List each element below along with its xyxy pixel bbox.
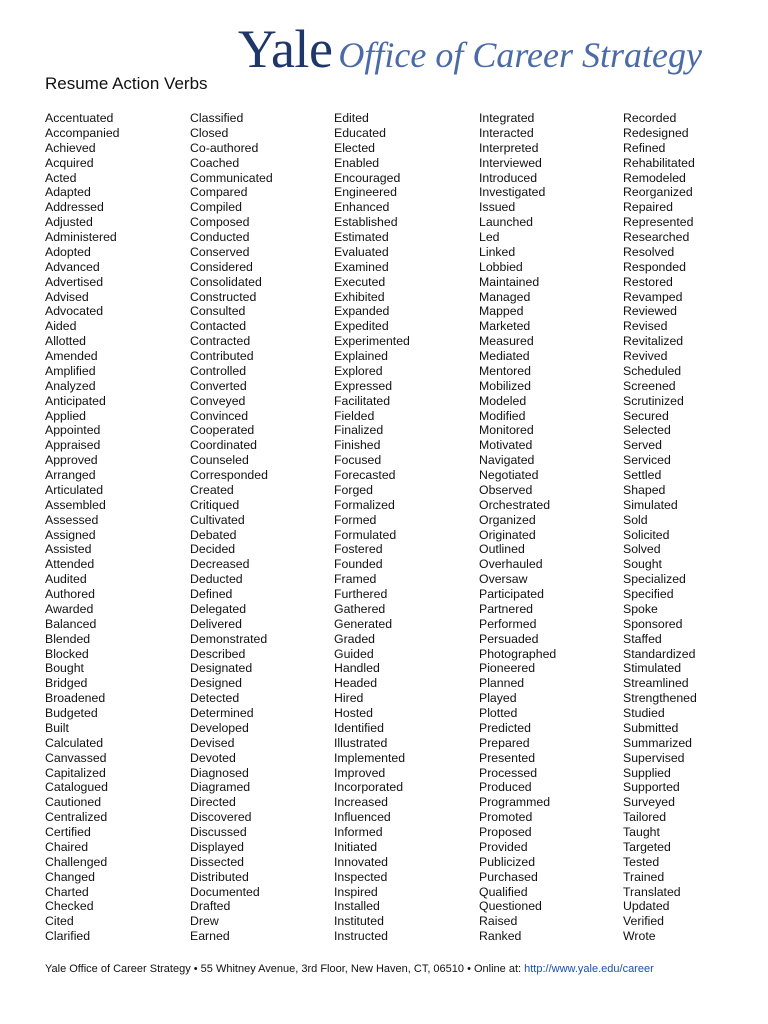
- verb-item: Trained: [623, 869, 665, 884]
- verb-item: Programmed: [479, 795, 551, 810]
- verb-item: Forecasted: [334, 468, 396, 482]
- verb-item: Resolved: [623, 244, 675, 259]
- verb-item: Linked: [479, 244, 516, 259]
- verb-item: Revitalized: [623, 334, 684, 349]
- verb-item: Processed: [479, 765, 538, 780]
- verb-item: Balanced: [45, 616, 97, 631]
- verb-item: Advocated: [45, 304, 104, 319]
- verb-item: Secured: [623, 408, 669, 423]
- verb-item: Supported: [623, 780, 680, 795]
- verb-item: Achieved: [45, 140, 96, 155]
- verb-item: Detected: [190, 691, 240, 706]
- verb-item: Translated: [623, 884, 681, 899]
- verb-item: Staffed: [623, 631, 662, 646]
- verb-item: Fostered: [334, 542, 383, 557]
- verb-item: Assembled: [45, 497, 106, 512]
- footer: [45, 963, 654, 975]
- verb-item: Expressed: [334, 378, 393, 393]
- verb-item: Persuaded: [479, 631, 539, 646]
- verb-item: Targeted: [623, 839, 671, 854]
- verb-item: Questioned: [479, 899, 542, 914]
- verb-item: Contributed: [190, 349, 254, 363]
- verb-item: Engineered: [334, 185, 397, 200]
- verb-item: Measured: [479, 334, 534, 349]
- verb-item: Audited: [45, 572, 87, 587]
- verb-item: Handled: [334, 661, 380, 676]
- verb-item: Improved: [334, 765, 386, 780]
- verb-item: Awarded: [45, 601, 94, 616]
- verb-item: Drew: [190, 914, 219, 929]
- verb-item: Assisted: [45, 542, 92, 557]
- verb-item: Delegated: [190, 601, 247, 616]
- verb-item: Acted: [45, 170, 77, 185]
- verb-item: Pioneered: [479, 661, 536, 676]
- verb-item: Contacted: [190, 319, 247, 334]
- verb-item: Enhanced: [334, 200, 390, 215]
- verb-item: Verified: [623, 914, 665, 929]
- verb-item: Navigated: [479, 453, 535, 468]
- verb-item: Hired: [334, 691, 364, 706]
- verb-item: Mediated: [479, 349, 530, 363]
- verb-item: Sponsored: [623, 616, 683, 631]
- verb-item: Promoted: [479, 810, 533, 825]
- verb-item: Streamlined: [623, 676, 689, 691]
- verb-item: Wrote: [623, 929, 656, 944]
- verb-item: Explained: [334, 349, 389, 363]
- verb-item: Analyzed: [45, 378, 96, 393]
- verb-item: Corresponded: [190, 468, 268, 482]
- verb-item: Mentored: [479, 363, 531, 378]
- verb-item: Motivated: [479, 438, 533, 453]
- verb-item: Constructed: [190, 289, 257, 304]
- verb-item: Cultivated: [190, 512, 245, 527]
- verb-item: Remodeled: [623, 170, 686, 185]
- verb-item: Specialized: [623, 572, 686, 587]
- verb-item: Contracted: [190, 334, 251, 349]
- verb-item: Appointed: [45, 423, 101, 438]
- verb-item: Created: [190, 482, 234, 497]
- verb-item: Orchestrated: [479, 497, 551, 512]
- verb-item: Repaired: [623, 200, 673, 215]
- verb-item: Clarified: [45, 929, 91, 944]
- verb-item: Monitored: [479, 423, 534, 438]
- verb-item: Enabled: [334, 155, 380, 170]
- verb-item: Designated: [190, 661, 253, 676]
- verb-item: Critiqued: [190, 497, 240, 512]
- verb-item: Oversaw: [479, 572, 528, 587]
- verb-item: Diagramed: [190, 780, 251, 795]
- verb-item: Co-authored: [190, 140, 259, 155]
- verb-item: Partnered: [479, 601, 534, 616]
- verb-item: Modeled: [479, 393, 527, 408]
- verb-item: Bridged: [45, 676, 88, 691]
- verb-item: Influenced: [334, 810, 391, 825]
- verb-item: Hosted: [334, 706, 373, 720]
- verb-item: Evaluated: [334, 244, 389, 259]
- verb-item: Researched: [623, 230, 690, 244]
- verb-item: Standardized: [623, 646, 696, 661]
- verb-item: Convinced: [190, 408, 249, 423]
- verb-item: Consulted: [190, 304, 246, 319]
- verb-item: Scrutinized: [623, 393, 684, 408]
- verb-item: Interpreted: [479, 140, 539, 155]
- verb-item: Discovered: [190, 810, 252, 825]
- verb-item: Directed: [190, 795, 236, 810]
- verb-item: Catalogued: [45, 780, 108, 795]
- verb-item: Generated: [334, 616, 393, 631]
- verb-item: Framed: [334, 572, 377, 587]
- verb-item: Responded: [623, 259, 686, 274]
- verb-item: Solicited: [623, 527, 670, 542]
- verb-item: Publicized: [479, 854, 536, 869]
- verb-item: Defined: [190, 587, 233, 601]
- verb-item: Acquired: [45, 155, 94, 170]
- verb-item: Managed: [479, 289, 531, 304]
- verb-item: Graded: [334, 631, 376, 646]
- verb-item: Shaped: [623, 482, 666, 497]
- office-name: Office of Career Strategy: [338, 35, 702, 75]
- verb-item: Forged: [334, 482, 373, 497]
- verb-item: Innovated: [334, 854, 389, 869]
- verb-item: Supervised: [623, 750, 685, 765]
- verb-item: Displayed: [190, 839, 244, 854]
- verb-item: Expanded: [334, 304, 390, 319]
- verb-item: Revamped: [623, 289, 683, 304]
- verb-item: Checked: [45, 899, 94, 914]
- verb-item: Conveyed: [190, 393, 246, 408]
- verb-item: Founded: [334, 557, 383, 572]
- verb-item: Compared: [190, 185, 248, 200]
- verb-item: Allotted: [45, 334, 87, 349]
- verb-item: Considered: [190, 259, 253, 274]
- verb-item: Negotiated: [479, 468, 539, 482]
- verb-item: Budgeted: [45, 706, 98, 720]
- verb-item: Increased: [334, 795, 389, 810]
- verb-item: Tailored: [623, 810, 667, 825]
- verb-item: Distributed: [190, 869, 249, 884]
- verb-item: Outlined: [479, 542, 525, 557]
- verb-item: Updated: [623, 899, 670, 914]
- verb-item: Blocked: [45, 646, 89, 661]
- verb-item: Conserved: [190, 244, 250, 259]
- verb-item: Reviewed: [623, 304, 677, 319]
- verb-item: Facilitated: [334, 393, 391, 408]
- verb-item: Certified: [45, 825, 91, 839]
- verb-item: Amplified: [45, 363, 96, 378]
- verb-item: Redesigned: [623, 125, 689, 140]
- verb-item: Performed: [479, 616, 537, 631]
- verb-item: Led: [479, 230, 500, 244]
- verb-item: Classified: [190, 111, 244, 125]
- verb-item: Planned: [479, 676, 525, 691]
- verb-item: Charted: [45, 884, 89, 899]
- verb-item: Addressed: [45, 200, 104, 215]
- verb-item: Exhibited: [334, 289, 385, 304]
- verb-item: Serviced: [623, 453, 671, 468]
- verb-item: Accompanied: [45, 125, 120, 140]
- verb-item: Accentuated: [45, 111, 114, 125]
- verb-item: Authored: [45, 587, 95, 601]
- verb-item: Executed: [334, 274, 386, 289]
- verb-item: Originated: [479, 527, 536, 542]
- verb-item: Investigated: [479, 185, 546, 200]
- verb-item: Selected: [623, 423, 671, 438]
- verb-item: Mobilized: [479, 378, 531, 393]
- verb-item: Summarized: [623, 735, 693, 750]
- verb-item: Deducted: [190, 572, 243, 587]
- verb-item: Studied: [623, 706, 665, 720]
- verb-item: Revised: [623, 319, 668, 334]
- verb-item: Devoted: [190, 750, 236, 765]
- verb-item: Sold: [623, 512, 648, 527]
- verb-item: Reorganized: [623, 185, 693, 200]
- verb-item: Arranged: [45, 468, 96, 482]
- verb-item: Ranked: [479, 929, 522, 944]
- verb-item: Mapped: [479, 304, 524, 319]
- verb-item: Instructed: [334, 929, 388, 944]
- verb-item: Discussed: [190, 825, 247, 839]
- verb-item: Designed: [190, 676, 242, 691]
- verb-item: Communicated: [190, 170, 273, 185]
- verb-item: Cited: [45, 914, 74, 929]
- verb-item: Documented: [190, 884, 260, 899]
- verb-item: Scheduled: [623, 363, 682, 378]
- verb-column-5: [623, 111, 763, 944]
- verb-item: Modified: [479, 408, 526, 423]
- verb-item: Launched: [479, 215, 534, 230]
- verb-item: Initiated: [334, 839, 378, 854]
- verb-item: Decreased: [190, 557, 250, 572]
- verb-item: Plotted: [479, 706, 518, 720]
- verb-item: Advised: [45, 289, 89, 304]
- verb-item: Estimated: [334, 230, 389, 244]
- verb-item: Applied: [45, 408, 87, 423]
- verb-item: Strengthened: [623, 691, 697, 706]
- career-link[interactable]: http://www.yale.edu/career: [524, 963, 654, 975]
- verb-item: Earned: [190, 929, 230, 944]
- verb-item: Described: [190, 646, 246, 661]
- verb-item: Capitalized: [45, 765, 106, 780]
- verb-item: Identified: [334, 720, 384, 735]
- verb-item: Debated: [190, 527, 237, 542]
- verb-item: Headed: [334, 676, 378, 691]
- verb-item: Closed: [190, 125, 229, 140]
- verb-item: Calculated: [45, 735, 104, 750]
- verb-item: Sought: [623, 557, 662, 572]
- verb-item: Fielded: [334, 408, 375, 423]
- verb-item: Spoke: [623, 601, 658, 616]
- verb-item: Articulated: [45, 482, 104, 497]
- verb-item: Demonstrated: [190, 631, 268, 646]
- verb-item: Inspired: [334, 884, 378, 899]
- verb-item: Taught: [623, 825, 660, 839]
- verb-item: Participated: [479, 587, 544, 601]
- verb-item: Solved: [623, 542, 661, 557]
- verb-item: Bought: [45, 661, 84, 676]
- verb-item: Submitted: [623, 720, 679, 735]
- verb-column-3: [334, 111, 474, 944]
- verb-item: Anticipated: [45, 393, 106, 408]
- verb-item: Counseled: [190, 453, 249, 468]
- verb-item: Coached: [190, 155, 240, 170]
- verb-item: Centralized: [45, 810, 108, 825]
- verb-item: Formalized: [334, 497, 395, 512]
- verb-item: Established: [334, 215, 398, 230]
- verb-item: Finished: [334, 438, 381, 453]
- verb-item: Organized: [479, 512, 536, 527]
- verb-item: Explored: [334, 363, 383, 378]
- verb-item: Refined: [623, 140, 666, 155]
- verb-item: Cooperated: [190, 423, 255, 438]
- verb-item: Restored: [623, 274, 673, 289]
- verb-item: Experimented: [334, 334, 410, 349]
- verb-item: Determined: [190, 706, 254, 720]
- verb-item: Played: [479, 691, 517, 706]
- verb-item: Devised: [190, 735, 235, 750]
- verb-item: Diagnosed: [190, 765, 249, 780]
- verb-item: Coordinated: [190, 438, 257, 453]
- verb-item: Raised: [479, 914, 518, 929]
- verb-item: Administered: [45, 230, 117, 244]
- verb-item: Challenged: [45, 854, 108, 869]
- verb-item: Elected: [334, 140, 376, 155]
- verb-item: Incorporated: [334, 780, 404, 795]
- verb-item: Compiled: [190, 200, 242, 215]
- verb-item: Edited: [334, 111, 369, 125]
- verb-item: Interviewed: [479, 155, 542, 170]
- verb-item: Specified: [623, 587, 674, 601]
- verb-item: Controlled: [190, 363, 247, 378]
- verb-item: Marketed: [479, 319, 531, 334]
- verb-item: Broadened: [45, 691, 106, 706]
- verb-item: Assigned: [45, 527, 96, 542]
- verb-item: Purchased: [479, 869, 538, 884]
- verb-item: Served: [623, 438, 662, 453]
- verb-item: Settled: [623, 468, 662, 482]
- verb-item: Educated: [334, 125, 386, 140]
- verb-item: Screened: [623, 378, 676, 393]
- verb-item: Introduced: [479, 170, 538, 185]
- header-logo: [238, 18, 702, 80]
- verb-item: Furthered: [334, 587, 388, 601]
- verb-item: Proposed: [479, 825, 532, 839]
- verb-item: Developed: [190, 720, 249, 735]
- verb-item: Maintained: [479, 274, 540, 289]
- verb-item: Conducted: [190, 230, 250, 244]
- verb-item: Converted: [190, 378, 247, 393]
- verb-column-4: [479, 111, 619, 944]
- verb-item: Appraised: [45, 438, 101, 453]
- verb-item: Examined: [334, 259, 389, 274]
- verb-item: Produced: [479, 780, 532, 795]
- verb-item: Advertised: [45, 274, 104, 289]
- verb-item: Drafted: [190, 899, 231, 914]
- verb-item: Adopted: [45, 244, 91, 259]
- verb-item: Finalized: [334, 423, 384, 438]
- verb-item: Canvassed: [45, 750, 107, 765]
- verb-item: Assessed: [45, 512, 99, 527]
- verb-item: Informed: [334, 825, 383, 839]
- verb-item: Revived: [623, 349, 668, 363]
- verb-item: Photographed: [479, 646, 557, 661]
- verb-item: Expedited: [334, 319, 389, 334]
- verb-item: Instituted: [334, 914, 384, 929]
- verb-item: Tested: [623, 854, 660, 869]
- verb-item: Recorded: [623, 111, 677, 125]
- verb-item: Lobbied: [479, 259, 523, 274]
- verb-columns: [45, 111, 745, 947]
- verb-item: Attended: [45, 557, 95, 572]
- verb-item: Interacted: [479, 125, 534, 140]
- footer-address: Yale Office of Career Strategy • 55 Whitney Avenue, 3rd Floor, New Haven, CT, 06510 • Online at:: [45, 963, 525, 975]
- verb-item: Formed: [334, 512, 377, 527]
- verb-column-1: [45, 111, 185, 944]
- page-title: Resume Action Verbs: [45, 74, 208, 93]
- verb-item: Guided: [334, 646, 374, 661]
- verb-item: Formulated: [334, 527, 397, 542]
- verb-item: Provided: [479, 839, 528, 854]
- verb-item: Rehabilitated: [623, 155, 695, 170]
- verb-item: Decided: [190, 542, 236, 557]
- verb-item: Chaired: [45, 839, 89, 854]
- verb-item: Overhauled: [479, 557, 543, 572]
- verb-item: Implemented: [334, 750, 406, 765]
- verb-item: Illustrated: [334, 735, 388, 750]
- verb-item: Issued: [479, 200, 516, 215]
- verb-item: Approved: [45, 453, 98, 468]
- verb-item: Gathered: [334, 601, 386, 616]
- verb-item: Adapted: [45, 185, 91, 200]
- verb-item: Simulated: [623, 497, 678, 512]
- verb-item: Consolidated: [190, 274, 262, 289]
- verb-item: Inspected: [334, 869, 388, 884]
- verb-item: Delivered: [190, 616, 242, 631]
- verb-item: Stimulated: [623, 661, 682, 676]
- verb-item: Dissected: [190, 854, 244, 869]
- verb-item: Focused: [334, 453, 382, 468]
- verb-item: Encouraged: [334, 170, 401, 185]
- verb-item: Adjusted: [45, 215, 93, 230]
- verb-item: Built: [45, 720, 69, 735]
- yale-wordmark: Yale: [237, 19, 333, 79]
- verb-item: Qualified: [479, 884, 528, 899]
- verb-item: Integrated: [479, 111, 535, 125]
- verb-item: Cautioned: [45, 795, 102, 810]
- verb-item: Amended: [45, 349, 98, 363]
- verb-item: Observed: [479, 482, 533, 497]
- verb-item: Changed: [45, 869, 95, 884]
- verb-item: Prepared: [479, 735, 530, 750]
- verb-column-2: [190, 111, 330, 944]
- verb-item: Supplied: [623, 765, 671, 780]
- verb-item: Composed: [190, 215, 250, 230]
- verb-item: Predicted: [479, 720, 531, 735]
- verb-item: Blended: [45, 631, 91, 646]
- verb-item: Advanced: [45, 259, 100, 274]
- verb-item: Installed: [334, 899, 380, 914]
- verb-item: Represented: [623, 215, 694, 230]
- verb-item: Aided: [45, 319, 77, 334]
- verb-item: Surveyed: [623, 795, 675, 810]
- verb-item: Presented: [479, 750, 536, 765]
